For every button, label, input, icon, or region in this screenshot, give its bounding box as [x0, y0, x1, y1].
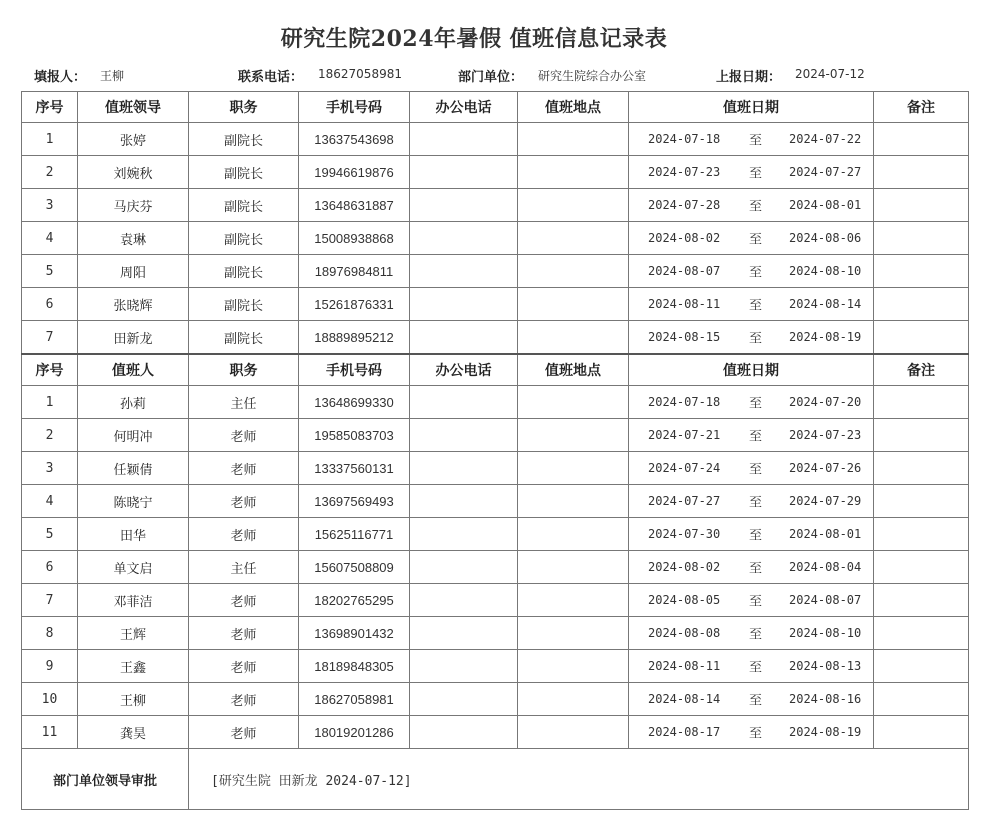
- report-info-row: [0, 66, 988, 84]
- row-number: 2: [22, 419, 78, 452]
- date-separator: 至: [749, 298, 763, 314]
- table-row: [22, 551, 969, 584]
- person-name: 王柳: [78, 683, 189, 716]
- remark: [874, 485, 969, 518]
- row-number: 6: [22, 288, 78, 321]
- date-separator: 至: [749, 660, 763, 676]
- office-phone: [410, 189, 518, 222]
- date-to: 2024-08-01: [789, 198, 862, 212]
- table-row: [22, 683, 969, 716]
- position-title: 副院长: [189, 222, 299, 255]
- remark: [874, 222, 969, 255]
- office-phone: [410, 321, 518, 355]
- position-title: 主任: [189, 386, 299, 419]
- person-name: 龚昊: [78, 716, 189, 749]
- column-header: 值班人: [78, 354, 189, 386]
- duty-date-range: [629, 452, 874, 485]
- table-row: [22, 321, 969, 355]
- duty-location: [518, 551, 629, 584]
- row-number: 8: [22, 617, 78, 650]
- position-title: 老师: [189, 683, 299, 716]
- duty-date-range: [629, 222, 874, 255]
- row-number: 7: [22, 584, 78, 617]
- remark: [874, 386, 969, 419]
- table-row: [22, 716, 969, 749]
- row-number: 9: [22, 650, 78, 683]
- duty-date-range: [629, 255, 874, 288]
- column-header: 备注: [874, 92, 969, 123]
- table-row: [22, 189, 969, 222]
- table-row: [22, 617, 969, 650]
- report-date-value: 2024-07-12: [795, 67, 865, 81]
- position-title: 老师: [189, 584, 299, 617]
- row-number: 4: [22, 222, 78, 255]
- column-header: 序号: [22, 92, 78, 123]
- column-header: 值班日期: [629, 92, 874, 123]
- date-separator: 至: [749, 265, 763, 281]
- date-to: 2024-08-07: [789, 593, 862, 607]
- date-to: 2024-07-29: [789, 494, 862, 508]
- remark: [874, 255, 969, 288]
- duty-location: [518, 321, 629, 355]
- mobile-number: 13637543698: [299, 123, 410, 156]
- table-row: [22, 255, 969, 288]
- remark: [874, 288, 969, 321]
- dept-value: 研究生院综合办公室: [538, 69, 647, 83]
- person-name: 袁琳: [78, 222, 189, 255]
- row-number: 1: [22, 386, 78, 419]
- remark: [874, 123, 969, 156]
- duty-location: [518, 189, 629, 222]
- date-separator: 至: [749, 627, 763, 643]
- duty-location: [518, 683, 629, 716]
- date-from: 2024-08-07: [648, 264, 721, 278]
- office-phone: [410, 255, 518, 288]
- mobile-number: 18189848305: [299, 650, 410, 683]
- mobile-number: 13698901432: [299, 617, 410, 650]
- column-header: 职务: [189, 354, 299, 386]
- staff-header-row: [22, 354, 969, 386]
- mobile-number: 19585083703: [299, 419, 410, 452]
- person-name: 邓菲洁: [78, 584, 189, 617]
- office-phone: [410, 650, 518, 683]
- position-title: 副院长: [189, 123, 299, 156]
- date-to: 2024-08-10: [789, 626, 862, 640]
- person-name: 田新龙: [78, 321, 189, 355]
- person-name: 刘婉秋: [78, 156, 189, 189]
- date-from: 2024-07-18: [648, 395, 721, 409]
- duty-location: [518, 452, 629, 485]
- column-header: 手机号码: [299, 354, 410, 386]
- row-number: 4: [22, 485, 78, 518]
- duty-location: [518, 386, 629, 419]
- person-name: 单文启: [78, 551, 189, 584]
- date-separator: 至: [749, 693, 763, 709]
- date-from: 2024-08-02: [648, 231, 721, 245]
- table-row: [22, 288, 969, 321]
- office-phone: [410, 386, 518, 419]
- remark: [874, 419, 969, 452]
- remark: [874, 683, 969, 716]
- duty-location: [518, 288, 629, 321]
- column-header: 手机号码: [299, 92, 410, 123]
- person-name: 马庆芬: [78, 189, 189, 222]
- date-separator: 至: [749, 528, 763, 544]
- remark: [874, 189, 969, 222]
- office-phone: [410, 683, 518, 716]
- duty-location: [518, 650, 629, 683]
- duty-date-range: [629, 419, 874, 452]
- date-from: 2024-07-23: [648, 165, 721, 179]
- mobile-number: 13337560131: [299, 452, 410, 485]
- duty-date-range: [629, 321, 874, 355]
- date-to: 2024-08-10: [789, 264, 862, 278]
- duty-location: [518, 584, 629, 617]
- mobile-number: 15607508809: [299, 551, 410, 584]
- duty-date-range: [629, 189, 874, 222]
- row-number: 3: [22, 452, 78, 485]
- person-name: 孙莉: [78, 386, 189, 419]
- phone-value: 18627058981: [318, 67, 402, 81]
- office-phone: [410, 617, 518, 650]
- column-header: 办公电话: [410, 354, 518, 386]
- date-to: 2024-07-23: [789, 428, 862, 442]
- office-phone: [410, 716, 518, 749]
- date-separator: 至: [749, 232, 763, 248]
- office-phone: [410, 222, 518, 255]
- row-number: 3: [22, 189, 78, 222]
- date-to: 2024-08-04: [789, 560, 862, 574]
- date-to: 2024-08-14: [789, 297, 862, 311]
- table-row: [22, 419, 969, 452]
- date-separator: 至: [749, 133, 763, 149]
- date-separator: 至: [749, 166, 763, 182]
- duty-date-range: [629, 123, 874, 156]
- date-from: 2024-08-11: [648, 297, 721, 311]
- mobile-number: 15261876331: [299, 288, 410, 321]
- person-name: 任颖倩: [78, 452, 189, 485]
- mobile-number: 15008938868: [299, 222, 410, 255]
- table-row: [22, 650, 969, 683]
- date-separator: 至: [749, 396, 763, 412]
- duty-date-range: [629, 551, 874, 584]
- date-to: 2024-08-16: [789, 692, 862, 706]
- date-from: 2024-08-11: [648, 659, 721, 673]
- office-phone: [410, 288, 518, 321]
- mobile-number: 18627058981: [299, 683, 410, 716]
- position-title: 副院长: [189, 288, 299, 321]
- date-to: 2024-08-01: [789, 527, 862, 541]
- column-header: 值班地点: [518, 354, 629, 386]
- table-row: [22, 386, 969, 419]
- approval-row: [22, 749, 969, 810]
- date-from: 2024-07-18: [648, 132, 721, 146]
- office-phone: [410, 551, 518, 584]
- table-row: [22, 485, 969, 518]
- duty-location: [518, 123, 629, 156]
- office-phone: [410, 485, 518, 518]
- person-name: 何明冲: [78, 419, 189, 452]
- date-separator: 至: [749, 561, 763, 577]
- duty-location: [518, 255, 629, 288]
- duty-location: [518, 716, 629, 749]
- office-phone: [410, 156, 518, 189]
- date-to: 2024-08-06: [789, 231, 862, 245]
- date-separator: 至: [749, 495, 763, 511]
- leaders-header-row: [22, 92, 969, 123]
- position-title: 主任: [189, 551, 299, 584]
- row-number: 7: [22, 321, 78, 355]
- duty-date-range: [629, 386, 874, 419]
- person-name: 张婷: [78, 123, 189, 156]
- date-to: 2024-08-19: [789, 725, 862, 739]
- mobile-number: 18976984811: [299, 255, 410, 288]
- column-header: 职务: [189, 92, 299, 123]
- mobile-number: 19946619876: [299, 156, 410, 189]
- person-name: 张晓辉: [78, 288, 189, 321]
- date-separator: 至: [749, 331, 763, 347]
- remark: [874, 452, 969, 485]
- person-name: 周阳: [78, 255, 189, 288]
- date-to: 2024-08-13: [789, 659, 862, 673]
- position-title: 老师: [189, 716, 299, 749]
- reporter-label: 填报人：: [34, 70, 87, 85]
- mobile-number: 13697569493: [299, 485, 410, 518]
- position-title: 副院长: [189, 255, 299, 288]
- table-row: [22, 156, 969, 189]
- date-from: 2024-07-24: [648, 461, 721, 475]
- table-row: [22, 222, 969, 255]
- date-to: 2024-07-22: [789, 132, 862, 146]
- position-title: 老师: [189, 518, 299, 551]
- date-from: 2024-08-08: [648, 626, 721, 640]
- mobile-number: 13648631887: [299, 189, 410, 222]
- position-title: 副院长: [189, 321, 299, 355]
- date-from: 2024-08-15: [648, 330, 721, 344]
- duty-location: [518, 518, 629, 551]
- duty-location: [518, 419, 629, 452]
- date-to: 2024-07-27: [789, 165, 862, 179]
- reporter-value: 王柳: [100, 69, 125, 83]
- column-header: 值班日期: [629, 354, 874, 386]
- duty-location: [518, 222, 629, 255]
- duty-date-range: [629, 288, 874, 321]
- date-from: 2024-08-02: [648, 560, 721, 574]
- remark: [874, 716, 969, 749]
- remark: [874, 518, 969, 551]
- date-separator: 至: [749, 594, 763, 610]
- person-name: 陈晓宁: [78, 485, 189, 518]
- mobile-number: 18019201286: [299, 716, 410, 749]
- column-header: 序号: [22, 354, 78, 386]
- date-from: 2024-08-05: [648, 593, 721, 607]
- report-date-label: 上报日期：: [716, 70, 782, 85]
- column-header: 备注: [874, 354, 969, 386]
- position-title: 老师: [189, 452, 299, 485]
- position-title: 老师: [189, 485, 299, 518]
- date-separator: 至: [749, 429, 763, 445]
- row-number: 1: [22, 123, 78, 156]
- date-to: 2024-08-19: [789, 330, 862, 344]
- column-header: 值班地点: [518, 92, 629, 123]
- dept-label: 部门单位：: [458, 70, 524, 85]
- date-separator: 至: [749, 726, 763, 742]
- position-title: 副院长: [189, 156, 299, 189]
- duty-date-range: [629, 716, 874, 749]
- duty-location: [518, 485, 629, 518]
- date-separator: 至: [749, 462, 763, 478]
- column-header: 办公电话: [410, 92, 518, 123]
- page-title: 研究生院2024年暑假 值班信息记录表: [280, 26, 668, 52]
- table-row: [22, 518, 969, 551]
- date-separator: 至: [749, 199, 763, 215]
- date-from: 2024-07-28: [648, 198, 721, 212]
- duty-location: [518, 156, 629, 189]
- position-title: 老师: [189, 617, 299, 650]
- row-number: 2: [22, 156, 78, 189]
- position-title: 老师: [189, 650, 299, 683]
- date-from: 2024-07-30: [648, 527, 721, 541]
- duty-date-range: [629, 485, 874, 518]
- person-name: 田华: [78, 518, 189, 551]
- table-row: [22, 452, 969, 485]
- remark: [874, 156, 969, 189]
- mobile-number: 13648699330: [299, 386, 410, 419]
- mobile-number: 18889895212: [299, 321, 410, 355]
- phone-label: 联系电话：: [238, 70, 304, 85]
- mobile-number: 15625116771: [299, 518, 410, 551]
- remark: [874, 584, 969, 617]
- date-from: 2024-07-21: [648, 428, 721, 442]
- duty-date-range: [629, 683, 874, 716]
- mobile-number: 18202765295: [299, 584, 410, 617]
- person-name: 王辉: [78, 617, 189, 650]
- row-number: 5: [22, 255, 78, 288]
- office-phone: [410, 419, 518, 452]
- date-from: 2024-08-14: [648, 692, 721, 706]
- duty-table: [21, 91, 969, 810]
- approval-text: [研究生院 田新龙 2024-07-12]: [189, 749, 969, 810]
- duty-date-range: [629, 617, 874, 650]
- remark: [874, 617, 969, 650]
- office-phone: [410, 518, 518, 551]
- duty-location: [518, 617, 629, 650]
- date-to: 2024-07-20: [789, 395, 862, 409]
- table-row: [22, 584, 969, 617]
- row-number: 10: [22, 683, 78, 716]
- duty-date-range: [629, 650, 874, 683]
- office-phone: [410, 452, 518, 485]
- date-from: 2024-08-17: [648, 725, 721, 739]
- approval-label: 部门单位领导审批: [22, 749, 189, 810]
- date-to: 2024-07-26: [789, 461, 862, 475]
- remark: [874, 650, 969, 683]
- office-phone: [410, 123, 518, 156]
- table-row: [22, 123, 969, 156]
- position-title: 老师: [189, 419, 299, 452]
- row-number: 5: [22, 518, 78, 551]
- office-phone: [410, 584, 518, 617]
- remark: [874, 551, 969, 584]
- date-from: 2024-07-27: [648, 494, 721, 508]
- duty-date-range: [629, 156, 874, 189]
- duty-date-range: [629, 518, 874, 551]
- row-number: 11: [22, 716, 78, 749]
- duty-date-range: [629, 584, 874, 617]
- remark: [874, 321, 969, 355]
- column-header: 值班领导: [78, 92, 189, 123]
- person-name: 王鑫: [78, 650, 189, 683]
- row-number: 6: [22, 551, 78, 584]
- position-title: 副院长: [189, 189, 299, 222]
